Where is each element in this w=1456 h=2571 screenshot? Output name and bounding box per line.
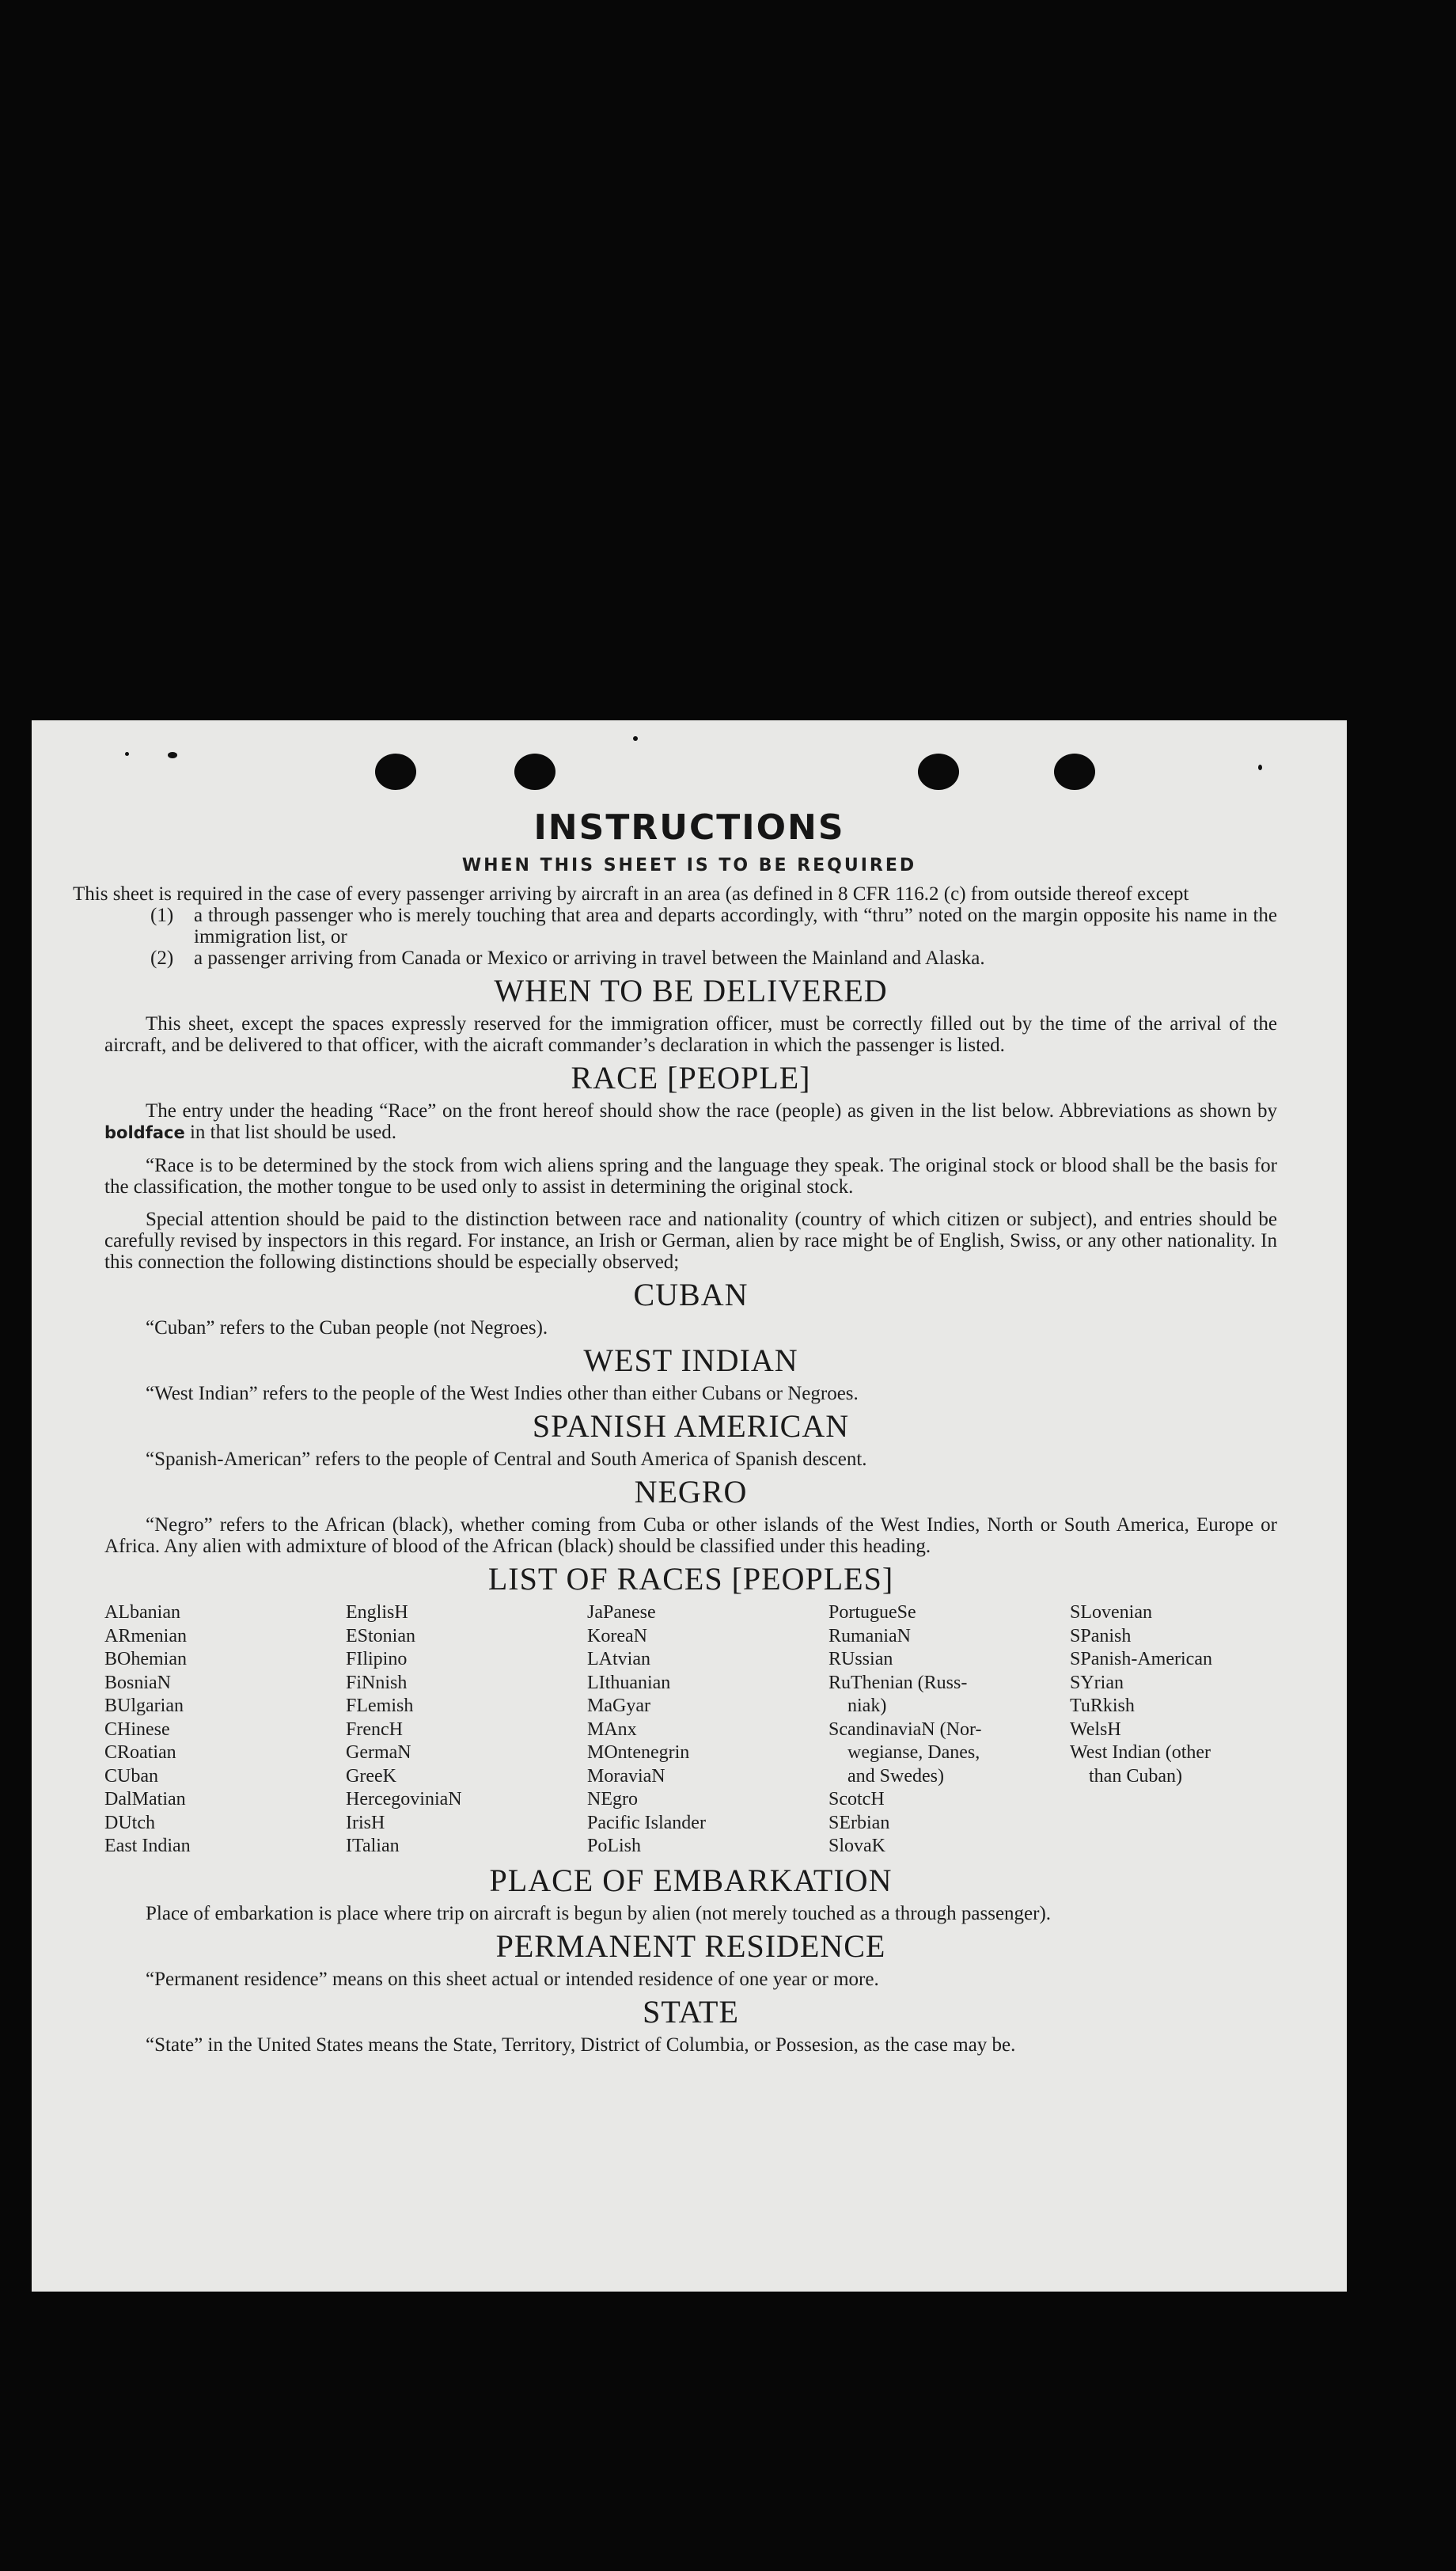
race-column bbox=[104, 1601, 346, 1859]
race-entry: ALbanian bbox=[104, 1602, 180, 1623]
race-entry: EStonian bbox=[346, 1625, 415, 1646]
race-entry: BosniaN bbox=[104, 1672, 171, 1693]
scan-speck bbox=[125, 752, 129, 756]
race-entry: SPanish bbox=[1070, 1625, 1132, 1646]
exception-text: a passenger arriving from Canada or Mexico or arriving in travel between the Mainland and Alaska. bbox=[194, 948, 985, 969]
race-entry: LAtvian bbox=[587, 1649, 650, 1669]
race-p1-boldface: boldface bbox=[104, 1123, 185, 1142]
exception-text: a through passenger who is merely touching that area and departs accordingly, with “thru” noted on the margin opposite his name in the immigration list, or bbox=[194, 905, 1277, 948]
race-entry: DalMatian bbox=[104, 1789, 186, 1810]
exception-item bbox=[104, 905, 1277, 948]
race-entry: IrisH bbox=[346, 1812, 385, 1833]
exception-item bbox=[104, 948, 1277, 969]
race-entry: FrencH bbox=[346, 1718, 403, 1740]
race-entry: JaPanese bbox=[587, 1602, 656, 1623]
punch-hole bbox=[375, 754, 416, 790]
embarkation-paragraph: Place of embarkation is place where trip on aircraft is begun by alien (not merely touched as a through passenger). bbox=[146, 1902, 1052, 1924]
exception-number: (2) bbox=[150, 948, 174, 969]
race-entry: PortugueSe bbox=[828, 1602, 916, 1623]
race-entry: wegianse, Danes, bbox=[847, 1742, 980, 1763]
west-indian-paragraph: “West Indian” refers to the people of the West Indies other than either Cubans or Negroes. bbox=[146, 1383, 859, 1404]
race-entry: SYrian bbox=[1070, 1672, 1124, 1693]
race-entry: WelsH bbox=[1070, 1718, 1121, 1740]
race-entry: ScandinaviaN (Nor- bbox=[828, 1718, 982, 1740]
exception-number: (1) bbox=[150, 905, 174, 926]
race-entry: RuThenian (Russ- bbox=[828, 1672, 968, 1693]
race-entry: NEgro bbox=[587, 1789, 638, 1810]
race-entry: GreeK bbox=[346, 1765, 396, 1787]
race-entry: ARmenian bbox=[104, 1625, 187, 1646]
race-entry: MoraviaN bbox=[587, 1765, 665, 1787]
race-entry: SErbian bbox=[828, 1812, 890, 1833]
document-subtitle: WHEN THIS SHEET IS TO BE REQUIRED bbox=[461, 856, 917, 875]
punch-hole bbox=[514, 754, 555, 790]
race-entry: FIlipino bbox=[346, 1649, 408, 1669]
race-entry: RumaniaN bbox=[828, 1625, 911, 1646]
punch-hole bbox=[1054, 754, 1095, 790]
race-entry: MOntenegrin bbox=[587, 1742, 690, 1763]
race-entry: KoreaN bbox=[587, 1625, 647, 1646]
race-entry: SLovenian bbox=[1070, 1602, 1152, 1623]
race-p1-start: The entry under the heading “Race” on the front hereof should show the race (people) as given in the list below. Abbreviations as shown by bbox=[146, 1100, 1277, 1122]
race-entry: SPanish-American bbox=[1070, 1649, 1212, 1669]
race-entry: Pacific Islander bbox=[587, 1812, 706, 1833]
scan-speck bbox=[633, 736, 638, 741]
race-entry: FLemish bbox=[346, 1696, 414, 1716]
section-heading-residence: PERMANENT RESIDENCE bbox=[495, 1927, 886, 1964]
document-sheet bbox=[32, 720, 1347, 2292]
race-entry: ITalian bbox=[346, 1836, 400, 1856]
instructions-body bbox=[73, 883, 1277, 2056]
race-paragraph-3: Special attention should be paid to the distinction between race and nationality (country of which citizen or subject), and entries should be carefully revised by inspectors in this regard. For instance, an Irish or German, alien by race might be of English, Swiss, or any other nationality. In this connection the following distinctions should be especially observed; bbox=[104, 1209, 1277, 1273]
race-entry: PoLish bbox=[587, 1836, 642, 1856]
section-heading-west-indian: WEST INDIAN bbox=[583, 1342, 798, 1378]
state-paragraph: “State” in the United States means the State, Territory, District of Columbia, or Possesion, as the case may be. bbox=[146, 2034, 1016, 2056]
race-entry: BOhemian bbox=[104, 1649, 187, 1669]
section-heading-list-of-races: LIST OF RACES [PEOPLES] bbox=[487, 1561, 894, 1597]
scan-speck bbox=[168, 752, 177, 758]
race-entry: RUssian bbox=[828, 1649, 893, 1669]
race-entry: MaGyar bbox=[587, 1696, 650, 1716]
punch-hole bbox=[918, 754, 959, 790]
race-entry: DUtch bbox=[104, 1812, 155, 1833]
spanish-american-paragraph: “Spanish-American” refers to the people of Central and South America of Spanish descent. bbox=[146, 1449, 867, 1470]
race-entry: FiNnish bbox=[346, 1672, 408, 1693]
race-column bbox=[587, 1601, 828, 1859]
document-title: INSTRUCTIONS bbox=[533, 807, 845, 848]
race-entry: West Indian (other bbox=[1070, 1742, 1211, 1763]
section-heading-race: RACE [PEOPLE] bbox=[571, 1060, 811, 1096]
race-entry: and Swedes) bbox=[847, 1765, 944, 1787]
race-column bbox=[1070, 1601, 1280, 1859]
residence-paragraph: “Permanent residence” means on this sheet actual or intended residence of one year or more. bbox=[146, 1968, 879, 1990]
section-heading-cuban: CUBAN bbox=[633, 1277, 749, 1312]
race-paragraph-2: “Race is to be determined by the stock from wich aliens spring and the language they speak. The original stock or blood shall be the basis for the classification, the mother tongue to be used only to assist in determining the original stock. bbox=[104, 1155, 1277, 1198]
section-heading-negro: NEGRO bbox=[634, 1474, 748, 1510]
race-entry: East Indian bbox=[104, 1836, 191, 1856]
section-heading-state: STATE bbox=[643, 1993, 739, 2030]
cuban-paragraph: “Cuban” refers to the Cuban people (not Negroes). bbox=[146, 1317, 548, 1339]
race-entry: GermaN bbox=[346, 1742, 411, 1763]
races-list bbox=[104, 1601, 1277, 1859]
race-p1-end: in that list should be used. bbox=[184, 1122, 397, 1143]
section-heading-spanish-american: SPANISH AMERICAN bbox=[532, 1408, 850, 1444]
race-column bbox=[828, 1601, 1070, 1859]
race-entry: TuRkish bbox=[1070, 1696, 1135, 1716]
intro-paragraph: This sheet is required in the case of every passenger arriving by aircraft in an area (as defined in 8 CFR 116.2 (c) from outside thereof except bbox=[73, 883, 1189, 905]
race-entry: LIthuanian bbox=[587, 1672, 671, 1693]
section-heading-delivered: WHEN TO BE DELIVERED bbox=[494, 973, 888, 1008]
race-entry: than Cuban) bbox=[1089, 1765, 1182, 1787]
race-entry: CHinese bbox=[104, 1718, 170, 1740]
delivered-paragraph: This sheet, except the spaces expressly reserved for the immigration officer, must be correctly filled out by the time of the arrival of the aircraft, and be delivered to that officer, with the aicraft commander’s declaration in which the passenger is listed. bbox=[104, 1013, 1277, 1056]
race-entry: HercegoviniaN bbox=[346, 1789, 462, 1810]
race-entry: EnglisH bbox=[346, 1602, 408, 1623]
race-entry: ScotcH bbox=[828, 1789, 885, 1810]
section-heading-embarkation: PLACE OF EMBARKATION bbox=[489, 1862, 893, 1898]
race-entry: SlovaK bbox=[828, 1836, 885, 1856]
race-entry: BUlgarian bbox=[104, 1696, 184, 1716]
race-entry: niak) bbox=[847, 1696, 887, 1716]
race-column bbox=[346, 1601, 587, 1859]
race-entry: CRoatian bbox=[104, 1742, 176, 1763]
race-entry: MAnx bbox=[587, 1718, 637, 1740]
negro-paragraph: “Negro” refers to the African (black), whether coming from Cuba or other islands of the West Indies, North or South America, Europe or Africa. Any alien with admixture of blood of the African (black) should be classified under this heading. bbox=[104, 1514, 1277, 1557]
scan-speck bbox=[1258, 765, 1262, 770]
race-paragraph-1 bbox=[104, 1100, 1277, 1144]
race-entry: CUban bbox=[104, 1765, 158, 1787]
